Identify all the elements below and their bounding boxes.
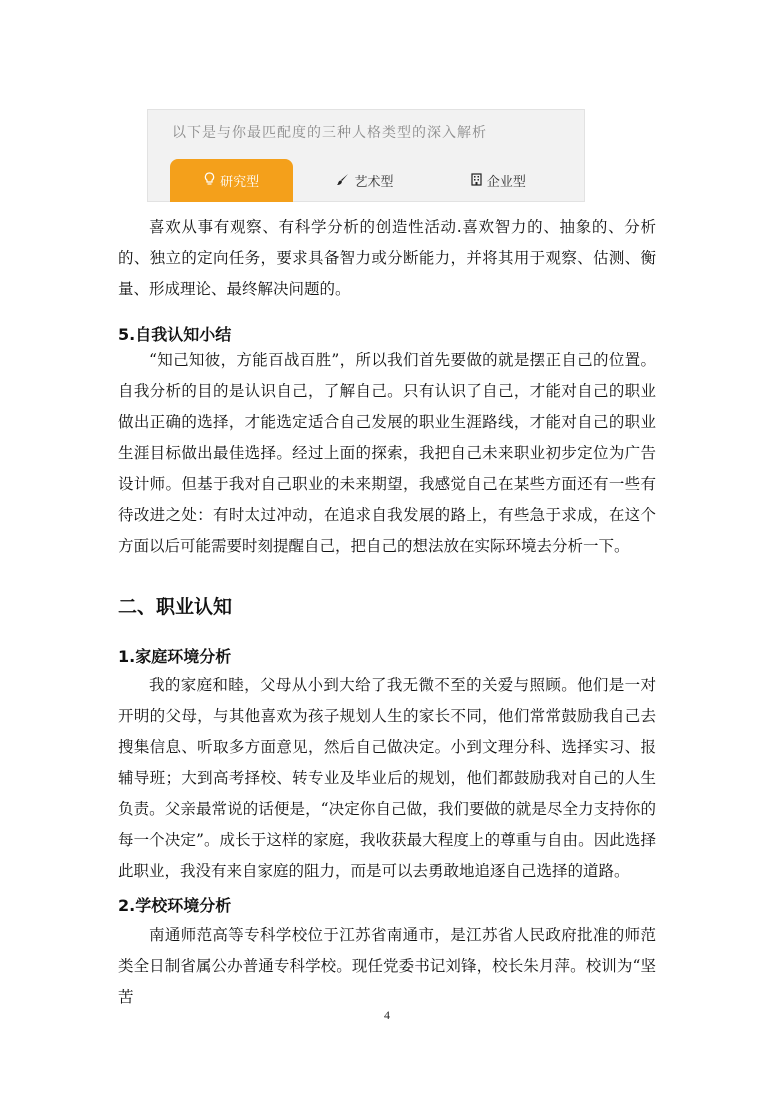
personality-result-card <box>147 109 585 202</box>
building-icon <box>471 173 482 189</box>
self-summary-paragraph: “知己知彼，方能百战百胜”，所以我们首先要做的就是摆正自己的位置。自我分析的目的是认识自己，了解自己。只有认识了自己，才能对自己的职业做出正确的选择，才能选定适合自己发展的职业生涯路线，才能对自己的职业生涯目标做出最佳选择。经过上面的探索，我把自己未来职业初步定位为广告设计师。但基于我对自己职业的未来期望，我感觉自己在某些方面还有一些有待改进之处：有时太过冲动，在追求自我发展的路上，有些急于求成，在这个方面以后可能需要时刻提醒自己，把自己的想法放在实际环境去分析一下。 <box>118 351 656 555</box>
brush-icon <box>336 173 349 189</box>
tab-art[interactable] <box>303 159 426 202</box>
section-heading-self-summary: 5.自我认知小结 <box>118 325 232 344</box>
school-paragraph: 南通师范高等专科学校位于江苏省南通市，是江苏省人民政府批准的师范类全日制省属公办普通专科学校。现任党委书记刘锋，校长朱月萍。校训为“坚苦 <box>118 926 656 1006</box>
family-paragraph: 我的家庭和睦，父母从小到大给了我无微不至的关爱与照顾。他们是一对开明的父母，与其他喜欢为孩子规划人生的家长不同，他们常常鼓励我自己去搜集信息、听取多方面意见，然后自己做决定。小到文理分科、选择实习、报辅导班；大到高考择校、转专业及毕业后的规划，他们都鼓励我对自己的人生负责。父亲最常说的话便是，“决定你自己做，我们要做的就是尽全力支持你的每一个决定”。成长于这样的家庭，我收获最大程度上的尊重与自由。因此选择此职业，我没有来自家庭的阻力，而是可以去勇敢地追逐自己选择的道路。 <box>118 676 656 880</box>
lightbulb-icon <box>204 172 215 189</box>
page-number: 4 <box>384 1008 390 1022</box>
section-heading-family: 1.家庭环境分析 <box>118 647 232 666</box>
section-heading-school: 2.学校环境分析 <box>118 896 232 915</box>
research-type-paragraph: 喜欢从事有观察、有科学分析的创造性活动.喜欢智力的、抽象的、分析的、独立的定向任务，要求具备智力或分断能力，并将其用于观察、估测、衡量、形成理论、最终解决问题的。 <box>118 218 656 298</box>
tab-research[interactable] <box>170 159 293 202</box>
tab-label: 研究型 <box>220 175 260 190</box>
tab-label: 艺术型 <box>354 175 394 190</box>
personality-tabs <box>170 159 570 202</box>
tab-label: 企业型 <box>486 175 526 190</box>
chapter-heading-career-cognition: 二、职业认知 <box>118 596 233 618</box>
tab-enterprise[interactable] <box>437 159 560 202</box>
card-heading: 以下是与你最匹配度的三种人格类型的深入解析 <box>172 125 487 141</box>
